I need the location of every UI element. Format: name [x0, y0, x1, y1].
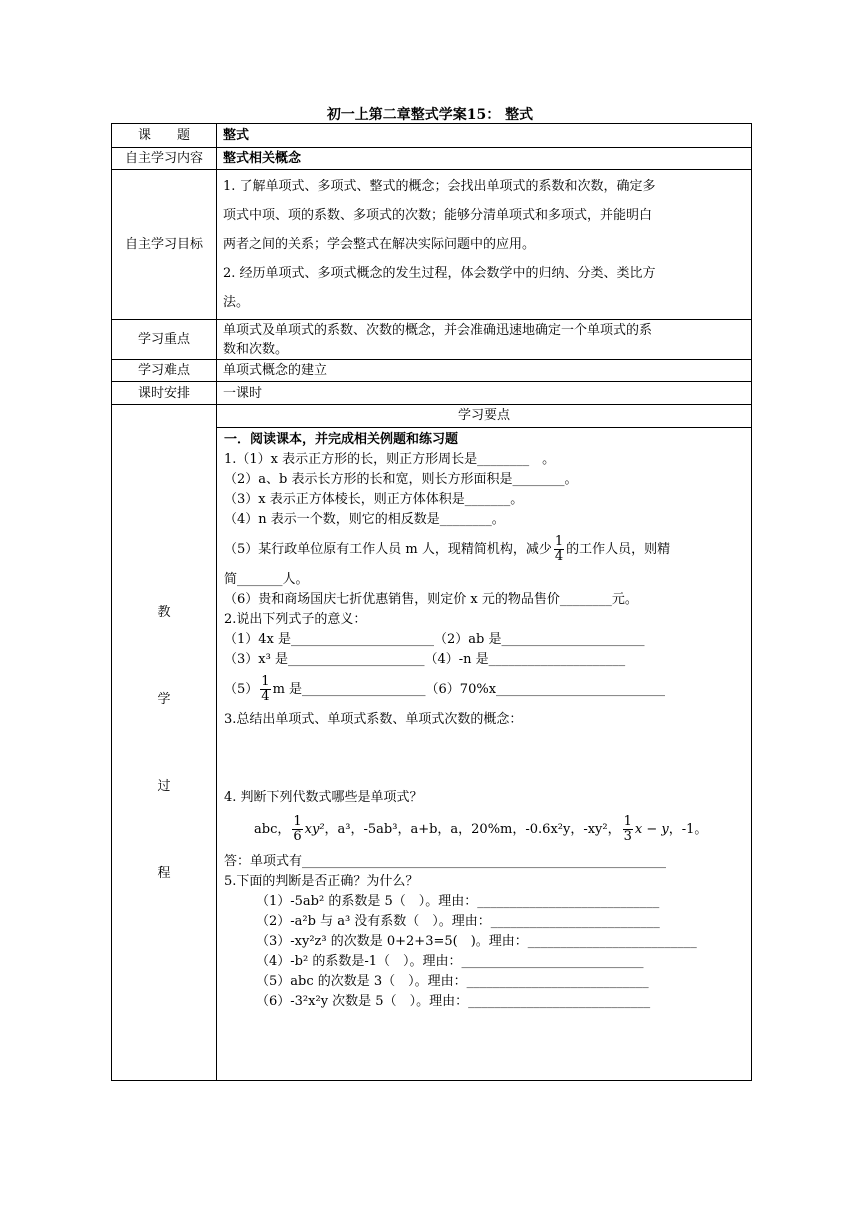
expression-text: xy² — [304, 822, 325, 837]
question-line — [224, 650, 744, 670]
judgement-item: （1）-5ab² 的系数是 5（ ）。理由：____________________________ — [256, 894, 660, 909]
expression-text: abc， — [254, 822, 291, 837]
schedule-label: 课时安排 — [112, 382, 217, 405]
fraction-denominator: 4 — [554, 549, 564, 564]
process-label — [112, 405, 217, 1081]
content-value: 整式相关概念 — [217, 148, 752, 170]
question-text: （4）-n 是_____________________ — [424, 652, 626, 667]
question-line — [224, 670, 744, 710]
question-text: 的工作人员，则精 — [566, 542, 671, 557]
question-line: （3）x 表示正方体棱长，则正方体体积是_______。 — [224, 492, 524, 507]
expression-text: ，-1。 — [668, 822, 708, 837]
blank-space — [224, 730, 744, 788]
judgement-item: （5）abc 的次数是 3（ ）。理由：____________________________ — [256, 974, 649, 989]
fraction-numerator: 1 — [261, 674, 270, 689]
question-line: 2.说出下列式子的意义： — [224, 612, 367, 627]
goals-label: 自主学习目标 — [112, 170, 217, 320]
row-goals — [112, 170, 752, 320]
question-text: （3）x³ 是_____________________ — [224, 652, 425, 667]
difficulty-label: 学习难点 — [112, 360, 217, 382]
schedule-value: 一课时 — [217, 382, 752, 405]
row-key — [112, 320, 752, 360]
fraction-denominator: 6 — [293, 829, 302, 844]
key-label: 学习重点 — [112, 320, 217, 360]
goal-line: 项式中项、项的系数、多项式的次数；能够分清单项式和多项式，并能明白 — [223, 208, 653, 223]
question-line — [224, 630, 744, 650]
key-line: 数和次数。 — [223, 341, 289, 357]
fraction-numerator: 1 — [293, 814, 302, 829]
content-label: 自主学习内容 — [112, 148, 217, 170]
key-value — [217, 320, 752, 360]
judgement-item: （3）-xy²z³ 的次数是 0+2+3=5( )。理由：__________________________ — [256, 934, 697, 949]
fraction-denominator: 3 — [623, 829, 632, 844]
goal-line: 两者之间的关系；学会整式在解决实际问题中的应用。 — [223, 237, 536, 252]
question-text: （5） — [224, 682, 259, 697]
fraction — [554, 535, 564, 564]
process-char: 程 — [157, 865, 171, 881]
question-line: 1.（1）x 表示正方形的长，则正方形周长是________ 。 — [224, 452, 556, 467]
row-difficulty — [112, 360, 752, 382]
lesson-plan-table — [111, 123, 752, 1081]
question-line — [224, 808, 744, 852]
question-line: （4）n 表示一个数，则它的相反数是________。 — [224, 512, 505, 527]
expression-text: x − y — [634, 822, 669, 837]
question-text: m 是___________________ — [272, 682, 426, 697]
question-line: （6）贵和商场国庆七折优惠销售，则定价 x 元的物品售价________元。 — [224, 592, 638, 607]
question-line: 5.下面的判断是否正确？为什么？ — [224, 874, 419, 889]
fraction — [623, 815, 633, 844]
fraction-numerator: 1 — [623, 814, 632, 829]
row-process — [112, 405, 752, 1081]
fraction — [260, 675, 270, 704]
expression-text: ，a³，-5ab³，a+b，a，20%m，-0.6x²y，-xy²， — [324, 822, 621, 837]
question-line: 4. 判断下列代数式哪些是单项式？ — [224, 790, 423, 805]
topic-value: 整式 — [217, 124, 752, 148]
process-body — [217, 428, 751, 1080]
question-text: （1）4x 是______________________ — [224, 632, 435, 647]
fraction-denominator: 4 — [261, 689, 270, 704]
question-line: 简_______人。 — [224, 572, 309, 587]
question-text: （6）70%x__________________________ — [425, 682, 666, 697]
question-text: （5）某行政单位原有工作人员 m 人，现精简机构，减少 — [224, 542, 552, 557]
row-content — [112, 148, 752, 170]
document-title: 初一上第二章整式学案15： 整式 — [326, 107, 534, 123]
row-schedule — [112, 382, 752, 405]
question-line: （2）a、b 表示长方形的长和宽，则长方形面积是________。 — [224, 472, 578, 487]
process-char: 过 — [157, 778, 171, 794]
process-char: 学 — [157, 691, 171, 707]
process-content — [217, 405, 752, 1081]
process-char: 教 — [157, 604, 171, 620]
fraction-numerator: 1 — [554, 534, 564, 549]
question-text: （2）ab 是______________________ — [434, 632, 645, 647]
question-line: 3.总结出单项式、单项式系数、单项式次数的概念： — [224, 712, 523, 727]
goals-value — [217, 170, 752, 320]
answer-line: 答：单项式有________________________________________________________ — [224, 854, 667, 869]
judgement-item: （2）-a²b 与 a³ 没有系数（ ）。理由：__________________________ — [256, 914, 660, 929]
row-topic — [112, 124, 752, 148]
goal-line: 2. 经历单项式、多项式概念的发生过程，体会数学中的归纳、分类、类比方 — [223, 266, 656, 281]
section-heading: 一．阅读课本，并完成相关例题和练习题 — [224, 432, 459, 447]
goal-line: 1. 了解单项式、多项式、整式的概念；会找出单项式的系数和次数，确定多 — [223, 179, 656, 194]
judgement-item: （4）-b² 的系数是-1（ ）。理由：____________________________ — [256, 954, 644, 969]
fraction — [292, 815, 302, 844]
difficulty-value: 单项式概念的建立 — [217, 360, 752, 382]
process-header: 学习要点 — [217, 405, 751, 428]
key-line: 单项式及单项式的系数、次数的概念，并会准确迅速地确定一个单项式的系 — [223, 322, 653, 338]
judgement-item: （6）-3²x²y 次数是 5（ ）。理由：____________________________ — [256, 994, 651, 1009]
goal-line: 法。 — [223, 295, 250, 310]
topic-label: 课 题 — [112, 124, 217, 148]
question-line — [224, 530, 744, 570]
